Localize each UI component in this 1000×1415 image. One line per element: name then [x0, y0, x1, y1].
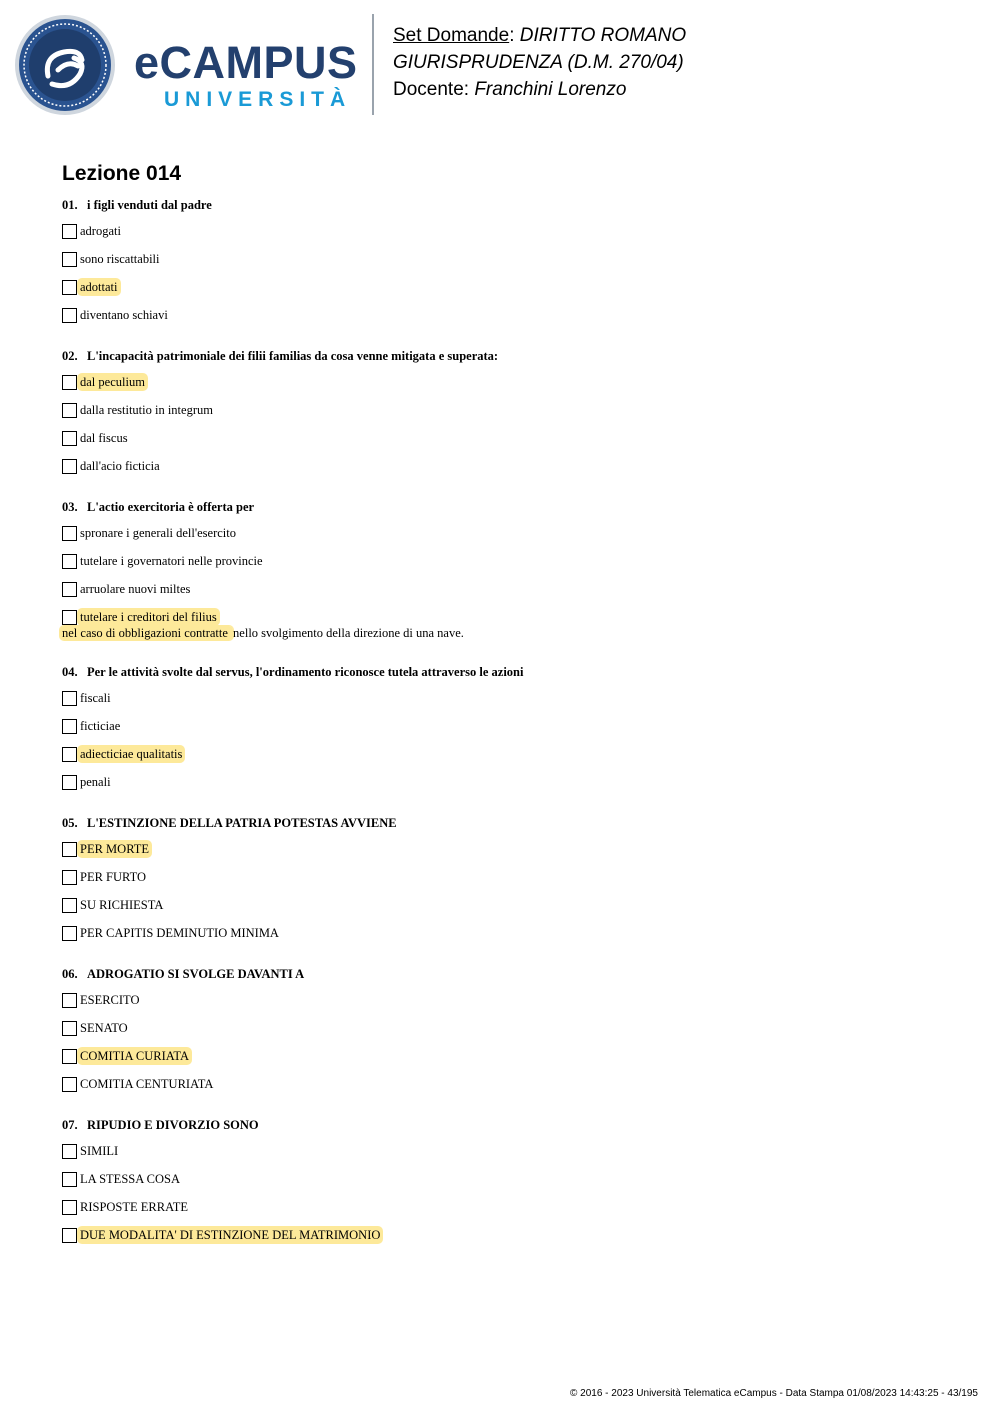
answer-checkbox[interactable] — [62, 1077, 77, 1092]
answer-text: DUE MODALITA' DI ESTINZIONE DEL MATRIMONIO — [80, 1228, 381, 1242]
question-title — [62, 499, 942, 515]
answer-checkbox[interactable] — [62, 403, 77, 418]
answer-text: adrogati — [80, 224, 121, 238]
answer-text: RISPOSTE ERRATE — [80, 1200, 189, 1214]
answer-checkbox[interactable] — [62, 898, 77, 913]
answer-text: SU RICHIESTA — [80, 898, 164, 912]
answer-checkbox[interactable] — [62, 870, 77, 885]
ecampus-wordmark — [134, 37, 358, 112]
question-05 — [62, 815, 942, 940]
answer-checkbox[interactable] — [62, 775, 77, 790]
question-title — [62, 966, 942, 982]
answer-text: dal fiscus — [80, 431, 128, 445]
answer-text: dall'acio ficticia — [80, 459, 160, 473]
answer-text: LA STESSA COSA — [80, 1172, 181, 1186]
answer-checkbox[interactable] — [62, 1172, 77, 1187]
answer-text: tutelare i creditori del filius — [80, 610, 217, 624]
question-text: RIPUDIO E DIVORZIO SONO — [87, 1118, 259, 1132]
page-footer: © 2016 - 2023 Università Telematica eCampus - Data Stampa 01/08/2023 14:43:25 - 43/195 — [570, 1388, 978, 1399]
question-text: L'incapacità patrimoniale dei filii familias da cosa venne mitigata e superata: — [87, 349, 499, 363]
answer-checkbox[interactable] — [62, 308, 77, 323]
set-value: DIRITTO ROMANO — [519, 25, 687, 46]
answer-checkbox[interactable] — [62, 252, 77, 267]
question-title — [62, 664, 942, 680]
question-number: 05. — [62, 816, 78, 830]
answer-text: diventano schiavi — [80, 308, 168, 322]
answer-checkbox[interactable] — [62, 993, 77, 1008]
set-label: Set Domande — [393, 25, 510, 46]
answer-text: fiscali — [80, 691, 111, 705]
answer-text: dalla restitutio in integrum — [80, 403, 213, 417]
answer-checkbox[interactable] — [62, 280, 77, 295]
question-06 — [62, 966, 942, 1091]
answer-checkbox[interactable] — [62, 691, 77, 706]
answer-text: penali — [80, 775, 111, 789]
teacher-name: Franchini Lorenzo — [474, 79, 627, 100]
question-text: ADROGATIO SI SVOLGE DAVANTI A — [87, 967, 305, 981]
answer-text: PER CAPITIS DEMINUTIO MINIMA — [80, 926, 279, 940]
answer-continuation: nel caso di obbligazioni contratte nello svolgimento della direzione di una nave. — [62, 626, 464, 640]
answer-text: adiecticiae qualitatis — [80, 747, 183, 761]
logo-subtext: UNIVERSITÀ — [164, 88, 352, 111]
question-number: 01. — [62, 198, 78, 212]
ecampus-seal-logo — [14, 14, 116, 116]
teacher-label: Docente: — [393, 79, 470, 100]
answer-text: COMITIA CENTURIATA — [80, 1077, 214, 1091]
question-number: 02. — [62, 349, 78, 363]
question-07 — [62, 1117, 942, 1242]
question-title — [62, 1117, 942, 1133]
answer-checkbox[interactable] — [62, 1144, 77, 1159]
answer-text: PER FURTO — [80, 870, 147, 884]
answer-checkbox[interactable] — [62, 719, 77, 734]
question-number: 04. — [62, 665, 78, 679]
question-title — [62, 815, 942, 831]
answer-checkbox[interactable] — [62, 926, 77, 941]
question-text: L'ESTINZIONE DELLA PATRIA POTESTAS AVVIENE — [87, 816, 397, 830]
answer-checkbox[interactable] — [62, 610, 77, 625]
question-text: i figli venduti dal padre — [87, 198, 212, 212]
answer-checkbox[interactable] — [62, 1228, 77, 1243]
answer-checkbox[interactable] — [62, 1049, 77, 1064]
header-divider — [372, 14, 374, 115]
question-title — [62, 197, 942, 213]
question-text: L'actio exercitoria è offerta per — [87, 500, 255, 514]
answer-checkbox[interactable] — [62, 224, 77, 239]
question-03 — [62, 499, 942, 640]
answer-text: spronare i generali dell'esercito — [80, 526, 236, 540]
answer-text: adottati — [80, 280, 118, 294]
answer-text: SENATO — [80, 1021, 128, 1035]
answer-text: SIMILI — [80, 1144, 119, 1158]
course-info: Set Domande: DIRITTO ROMANO GIURISPRUDENZA (D.M. 270/04) Docente: Franchini Lorenzo — [393, 25, 687, 100]
course-name: GIURISPRUDENZA (D.M. 270/04) — [393, 52, 684, 73]
answer-checkbox[interactable] — [62, 842, 77, 857]
answer-text: ficticiae — [80, 719, 121, 733]
logo-text: eCAMPUS — [134, 37, 358, 88]
lesson-title: Lezione 014 — [62, 162, 182, 185]
answer-checkbox[interactable] — [62, 554, 77, 569]
answer-text: tutelare i governatori nelle provincie — [80, 554, 263, 568]
answer-text: PER MORTE — [80, 842, 150, 856]
answer-checkbox[interactable] — [62, 431, 77, 446]
page-header — [0, 0, 1000, 130]
answer-text: arruolare nuovi miltes — [80, 582, 191, 596]
question-title — [62, 348, 942, 364]
answer-checkbox[interactable] — [62, 375, 77, 390]
answer-checkbox[interactable] — [62, 526, 77, 541]
question-01 — [62, 197, 942, 322]
answer-checkbox[interactable] — [62, 1200, 77, 1215]
answer-text: COMITIA CURIATA — [80, 1049, 190, 1063]
answer-text: dal peculium — [80, 375, 145, 389]
question-02 — [62, 348, 942, 473]
question-number: 07. — [62, 1118, 78, 1132]
answer-checkbox[interactable] — [62, 459, 77, 474]
answer-checkbox[interactable] — [62, 1021, 77, 1036]
answer-text: ESERCITO — [80, 993, 140, 1007]
question-number: 03. — [62, 500, 78, 514]
question-04 — [62, 664, 942, 789]
answer-text: sono riscattabili — [80, 252, 160, 266]
answer-checkbox[interactable] — [62, 582, 77, 597]
question-text: Per le attività svolte dal servus, l'ordinamento riconosce tutela attraverso le azioni — [87, 665, 524, 679]
answer-checkbox[interactable] — [62, 747, 77, 762]
question-number: 06. — [62, 967, 78, 981]
